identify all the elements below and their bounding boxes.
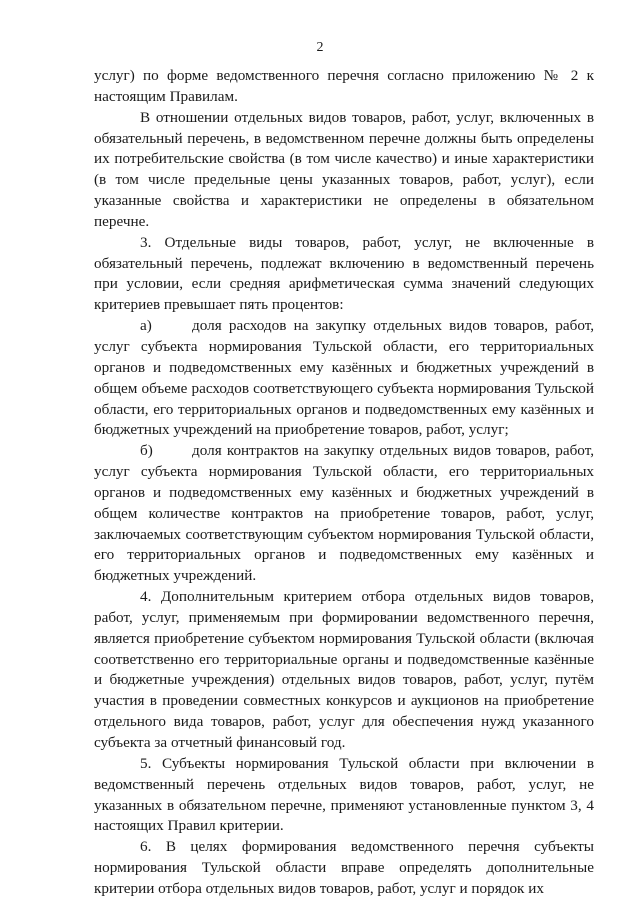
paragraph-item-3: 3. Отдельные виды товаров, работ, услуг, не включенные в обязательный перечень, подлежат включению в ведомственный перечень при условии, если средняя арифметическая сумма значений следующих критериев превышает пять процентов:: [94, 233, 594, 314]
subitem-a-text: доля расходов на закупку отдельных видов товаров, работ, услуг субъекта нормирования Тульской области, его территориальных органов и подведомственных ему казённых и бюджетных учреждений в общем объеме расходов соответствующего субъекта нормирования Тульской области, его территориальных органов и подведомственных ему казённых и бюджетных учреждений на приобретение товаров, работ, услуг;: [94, 317, 594, 439]
subitem-b-label: б): [140, 442, 153, 460]
subitem-b: [94, 441, 594, 587]
subitem-b-text: доля контрактов на закупку отдельных видов товаров, работ, услуг субъекта нормирования Тульской области, его территориальных органов и подведомственных ему казённых и бюджетных учреждений в общем количестве контрактов на приобретение товаров, работ, услуг, заключаемых соответствующим субъектом нормирования Тульской области, его территориальных органов и подведомственных ему казённых и бюджетных учреждений.: [94, 442, 594, 585]
subitem-a: [94, 316, 594, 441]
paragraph-continuation: услуг) по форме ведомственного перечня согласно приложению № 2 к настоящим Правилам.: [94, 67, 594, 105]
subitem-a-label: а): [140, 317, 152, 335]
paragraph-item-5: 5. Субъекты нормирования Тульской области при включении в ведомственный перечень отдельных видов товаров, работ, услуг, не указанных в обязательном перечне, применяют установленные пунктом 3, 4 настоящих Правил критерии.: [94, 754, 594, 835]
paragraph-item-4: 4. Дополнительным критерием отбора отдельных видов товаров, работ, услуг, применяемым при формировании ведомственного перечня, является приобретение субъектом нормирования Тульской области (включая соответственно его территориальные органы и подведомственные казённые и бюджетные учреждения) отдельных видов товаров, работ, услуг, путём участия в проведении совместных конкурсов и аукционов на приобретение отдельного вида товаров, работ, услуг для обеспечения нужд указанного субъекта за отчетный финансовый год.: [94, 588, 594, 751]
paragraph-item-6: 6. В целях формирования ведомственного перечня субъекты нормирования Тульской области вправе определять дополнительные критерии отбора отдельных видов товаров, работ, услуг и порядок их: [94, 838, 594, 897]
paragraph-characteristics: В отношении отдельных видов товаров, работ, услуг, включенных в обязательный перечень, в ведомственном перечне должны быть определены их потребительские свойства (в том числе качество) и иные характеристики (в том числе предельные цены указанных товаров, работ, услуг), если указанные свойства и характеристики не определены в обязательном перечне.: [94, 108, 594, 230]
document-body: [94, 66, 594, 900]
page-number: 2: [316, 40, 324, 55]
